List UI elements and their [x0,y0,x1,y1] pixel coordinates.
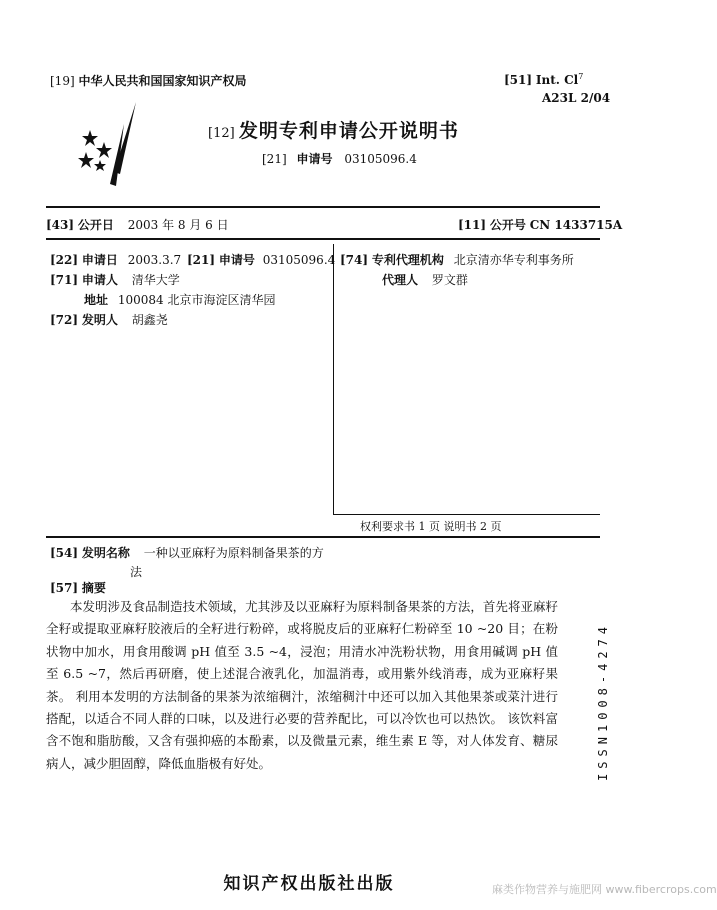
inventor: 胡鑫尧 [131,313,168,327]
inid-code-57: [57] [50,581,79,595]
abstract-label: 摘要 [81,581,106,595]
agent: 罗文群 [431,273,468,287]
inid-code-74: [74] [340,253,369,267]
invention-title: 一种以亚麻籽为原料制备果茶的方 [143,546,324,560]
pub-date-label: 公开日 [77,218,114,232]
authority-name: 中华人民共和国国家知识产权局 [78,74,247,88]
biblio-column-divider [333,244,334,514]
inid-code-43: [43] [46,218,75,232]
invention-title-continued: 法 [130,565,143,579]
pub-no-label: 公开号 [489,218,526,232]
divider-2 [46,238,600,240]
int-cl-line [504,72,583,87]
inventor-label: 发明人 [81,313,118,327]
applicant-line [50,271,180,288]
doc-type-title: 发明专利申请公开说明书 [238,120,459,142]
abstract-heading [50,579,106,596]
logo-star-3 [78,152,94,168]
doc-type-line [208,116,459,143]
biblio-app-no-label: 申请号 [218,253,255,267]
divider-3 [46,536,600,538]
address-label: 地址 [84,293,109,307]
agency-label: 专利代理机构 [371,253,444,267]
pub-no: CN 1433715A [529,218,623,232]
inid-code-22: [22] [50,253,79,267]
pub-date-line [46,216,229,233]
filing-date-label: 申请日 [81,253,118,267]
inventor-line [50,311,168,328]
applicant-label: 申请人 [81,273,118,287]
inid-code-51: [51] [504,73,533,87]
title-line [50,544,324,561]
inid-code-54: [54] [50,546,79,560]
header-app-no-line [262,150,417,167]
publisher: 知识产权出版社出版 [223,874,395,894]
filing-date: 2003.3.7 [127,253,182,267]
address-line [84,291,275,308]
int-cl-edition: 7 [578,72,584,81]
inid-code-72: [72] [50,313,79,327]
inid-code-71: [71] [50,273,79,287]
title-label: 发明名称 [81,546,130,560]
biblio-app-no: 03105096.4 [262,253,336,267]
watermark: 麻类作物营养与施肥网 www.fibercrops.com [492,883,717,896]
pub-date: 2003 年 8 月 6 日 [127,218,229,232]
abstract-text: 本发明涉及食品制造技术领域，尤其涉及以亚麻籽为原料制备果茶的方法，首先将亚麻籽全籽或提取亚麻籽胶液后的全籽进行粉碎，或将脱皮后的亚麻籽仁粉碎至 10 ~20 目；在粉状物中加水，用食用酸调 pH 值至 3.5 ~4，浸泡；用清水冲洗粉状物，用食用碱调 pH 值至 6.5 ~7，然后再研磨，使上述混合液乳化，加温消毒，或用紫外线消毒，成为亚麻籽果茶。 利用本发明的方法制备的果茶为浓缩稠汁，浓缩稠汁中还可以加入其他果茶或菜汁进行搭配，以适合不同人群的口味，以及进行必要的营养配比，可以冷饮也可以热饮。 该饮料富含不饱和脂肪酸，又含有强抑癌的本酚素，以及微量元素，维生素 E 等，对人体发育、糖尿病人，减少胆固醇，降低血脂极有好处。 [46,599,558,771]
inid-code-21-header: [21] [262,152,287,166]
header-app-no: 03105096.4 [344,152,417,166]
int-cl-label: Int. Cl [535,73,579,87]
authority-line [50,72,246,89]
applicant: 清华大学 [131,273,180,287]
agent-label: 代理人 [382,273,419,287]
inid-code-21: [21] [187,253,216,267]
address: 100084 北京市海淀区清华园 [117,293,276,307]
ipc-class: A23L 2/04 [542,91,611,105]
logo-star-2 [96,142,112,158]
sipo-logo [76,100,144,188]
inid-code-11: [11] [458,218,487,232]
biblio-box-bottom [333,514,600,515]
page-info: 权利要求书 1 页 说明书 2 页 [360,520,502,533]
logo-star-4 [94,160,106,171]
agent-line [382,271,468,288]
filing-line [50,251,335,268]
agency-line [340,251,574,268]
divider-top [46,206,600,208]
logo-star-1 [82,130,98,146]
pub-no-line [458,216,622,233]
issn-vertical: ISSN1008-4274 [596,622,610,781]
agency: 北京清亦华专利事务所 [453,253,574,267]
header-app-no-label: 申请号 [296,152,333,166]
inid-code-19: [19] [50,74,75,88]
inid-code-12: [12] [208,126,235,141]
